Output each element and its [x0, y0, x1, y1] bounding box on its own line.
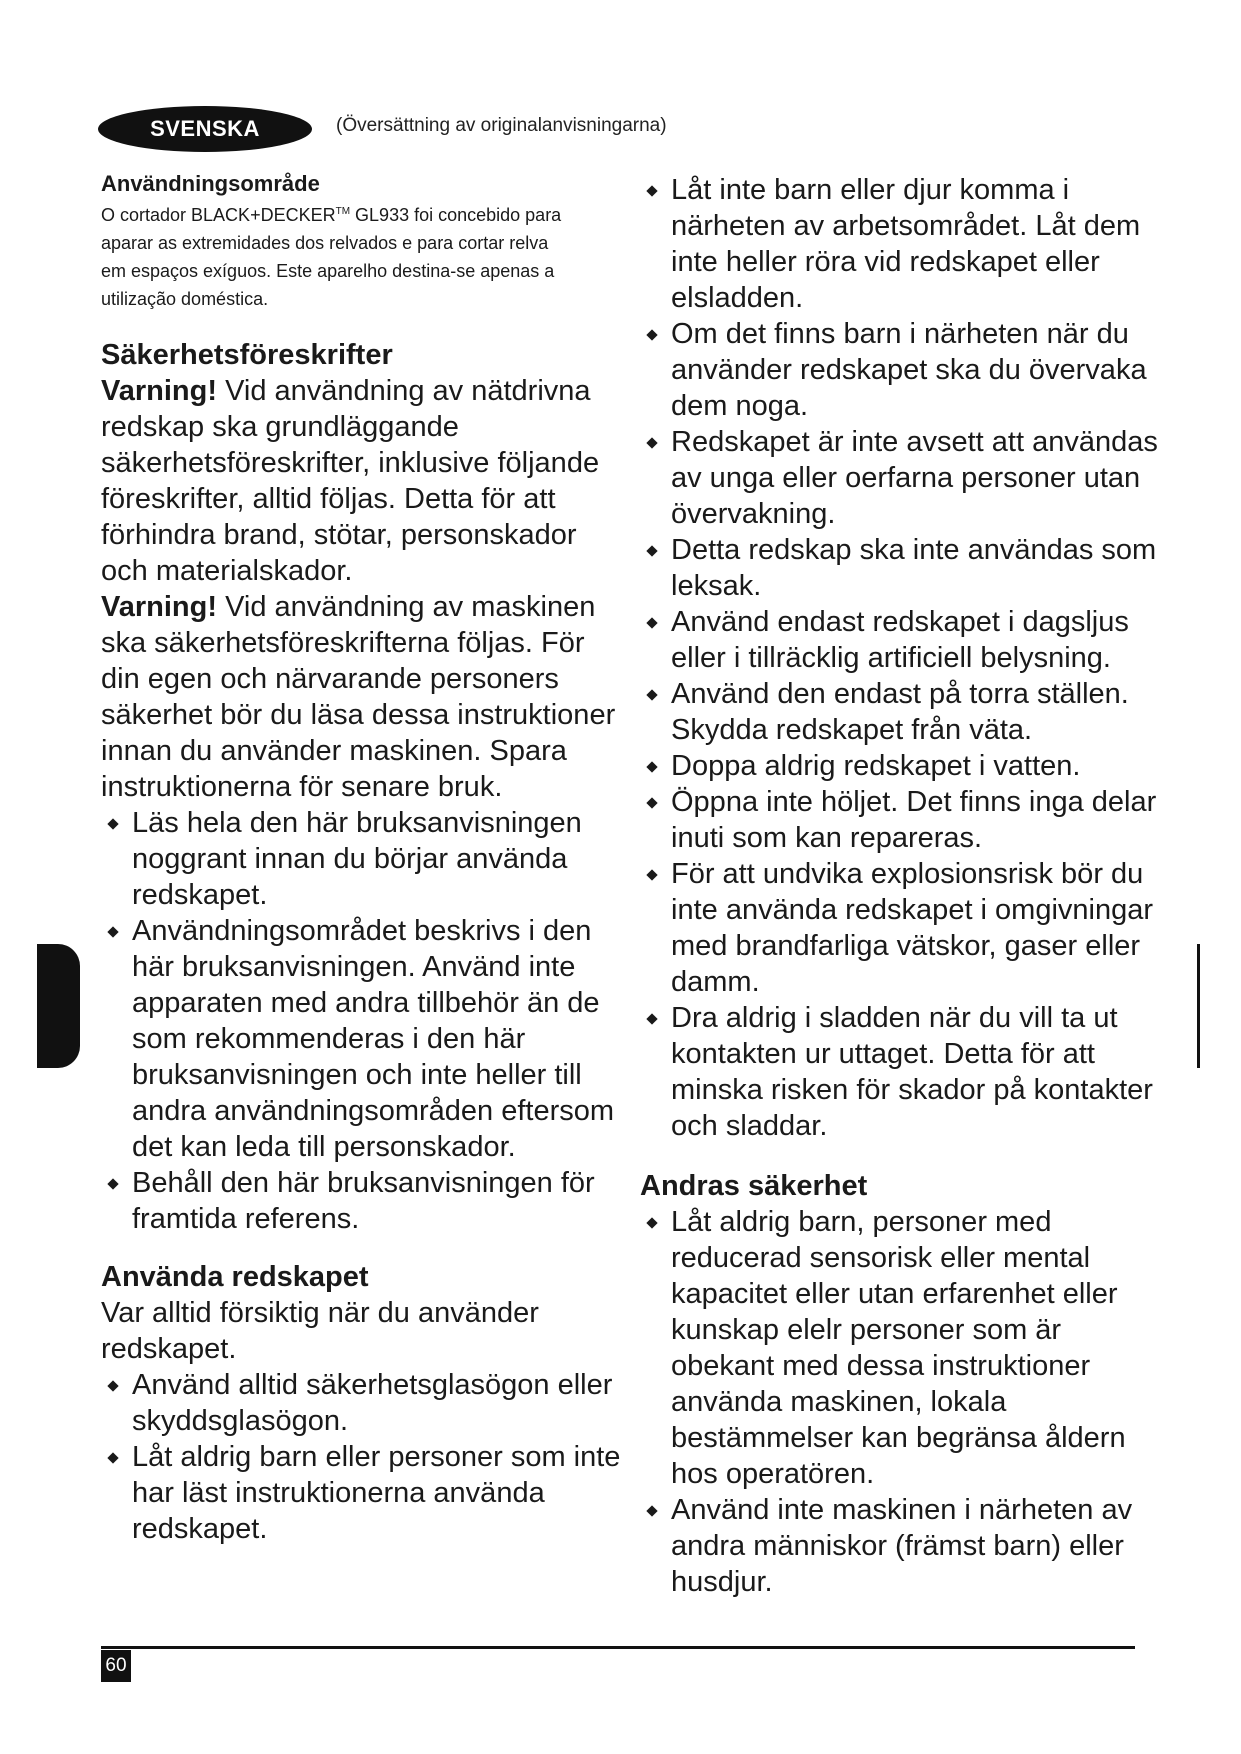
warning-paragraph-2: Varning! Vid användning av maskinen ska säkerhetsföreskrifterna följas. För din egen och närvarande personers säkerhet bör du läsa dessa instruktioner innan du använder maskinen. Spara instruktionerna för senare bruk.: [101, 591, 616, 803]
list-item: Behåll den här bruksanvisningen för framtida referens.: [101, 1165, 631, 1237]
using-bullet-list: [101, 1367, 631, 1547]
list-item: Låt aldrig barn eller personer som inte har läst instruktionerna använda redskapet.: [101, 1439, 631, 1547]
diamond-bullet-icon: [107, 1452, 118, 1463]
safety-bullet-list-continued: [640, 172, 1160, 1144]
diamond-bullet-icon: [646, 1013, 657, 1024]
diamond-bullet-icon: [646, 617, 657, 628]
safety-bullet-list: [101, 805, 631, 1237]
using-tool-title: Använda redskapet: [101, 1261, 369, 1293]
diamond-bullet-icon: [646, 1217, 657, 1228]
others-safety-title: Andras säkerhet: [640, 1170, 868, 1202]
list-item: Använd endast redskapet i dagsljus eller i tillräcklig artificiell belysning.: [640, 604, 1160, 676]
intended-use-text: O cortador BLACK+DECKER™ GL933 foi concebido para aparar as extremidades dos relvados e para cortar relva em espaços exíguos. Este aparelho destina-se apenas a utilização doméstica.: [101, 205, 562, 309]
diamond-bullet-icon: [646, 437, 657, 448]
diamond-bullet-icon: [107, 926, 118, 937]
list-item: Om det finns barn i närheten när du använder redskapet ska du övervaka dem noga.: [640, 316, 1160, 424]
others-safety-bullet-list: [640, 1204, 1160, 1600]
intended-use-title: Användningsområde: [101, 171, 320, 196]
diamond-bullet-icon: [646, 545, 657, 556]
diamond-bullet-icon: [646, 689, 657, 700]
footer-rule: [101, 1646, 1135, 1649]
list-item: Detta redskap ska inte användas som leksak.: [640, 532, 1160, 604]
side-tab-marker: [37, 944, 80, 1068]
list-item: Använd alltid säkerhetsglasögon eller skyddsglasögon.: [101, 1367, 631, 1439]
diamond-bullet-icon: [107, 1380, 118, 1391]
left-column: [101, 170, 631, 1547]
diamond-bullet-icon: [646, 761, 657, 772]
right-edge-marker: [1197, 944, 1200, 1068]
list-item: Använd inte maskinen i närheten av andra människor (främst barn) eller husdjur.: [640, 1492, 1160, 1600]
diamond-bullet-icon: [107, 818, 118, 829]
list-item: Doppa aldrig redskapet i vatten.: [640, 748, 1160, 784]
diamond-bullet-icon: [646, 329, 657, 340]
diamond-bullet-icon: [646, 869, 657, 880]
list-item: Använd den endast på torra ställen. Skydda redskapet från väta.: [640, 676, 1160, 748]
list-item: För att undvika explosionsrisk bör du inte använda redskapet i omgivningar med brandfarliga vätskor, gaser eller damm.: [640, 856, 1160, 1000]
diamond-bullet-icon: [646, 1505, 657, 1516]
using-tool-text: Var alltid försiktig när du använder redskapet.: [101, 1297, 539, 1365]
list-item: Låt inte barn eller djur komma i närheten av arbetsområdet. Låt dem inte heller röra vid redskapet eller elsladden.: [640, 172, 1160, 316]
diamond-bullet-icon: [646, 797, 657, 808]
list-item: Låt aldrig barn, personer med reducerad sensorisk eller mental kapacitet eller utan erfarenhet eller kunskap elelr personer som är obekant med dessa instruktioner använda maskinen, lokala bestämmelser kan begränsa åldern hos operatören.: [640, 1204, 1160, 1492]
translation-note: (Översättning av originalanvisningarna): [336, 115, 667, 136]
language-badge: SVENSKA: [98, 106, 312, 152]
diamond-bullet-icon: [646, 185, 657, 196]
list-item: Redskapet är inte avsett att användas av unga eller oerfarna personer utan övervakning.: [640, 424, 1160, 532]
list-item: Dra aldrig i sladden när du vill ta ut kontakten ur uttaget. Detta för att minska risken för skador på kontakter och sladdar.: [640, 1000, 1160, 1144]
list-item: Öppna inte höljet. Det finns inga delar inuti som kan repareras.: [640, 784, 1160, 856]
warning-paragraph-1: Varning! Vid användning av nätdrivna redskap ska grundläggande säkerhetsföreskrifter, inklusive följande föreskrifter, alltid följas. Detta för att förhindra brand, stötar, personskador och materialskador.: [101, 375, 600, 587]
safety-title: Säkerhetsföreskrifter: [101, 339, 393, 371]
page-number: 60: [101, 1650, 131, 1682]
list-item: Användningsområdet beskrivs i den här bruksanvisningen. Använd inte apparaten med andra tillbehör än de som rekommenderas i den här bruksanvisningen och inte heller till andra användningsområden eftersom det kan leda till personskador.: [101, 913, 631, 1165]
list-item: Läs hela den här bruksanvisningen noggrant innan du börjar använda redskapet.: [101, 805, 631, 913]
diamond-bullet-icon: [107, 1178, 118, 1189]
right-column: [640, 172, 1160, 1600]
